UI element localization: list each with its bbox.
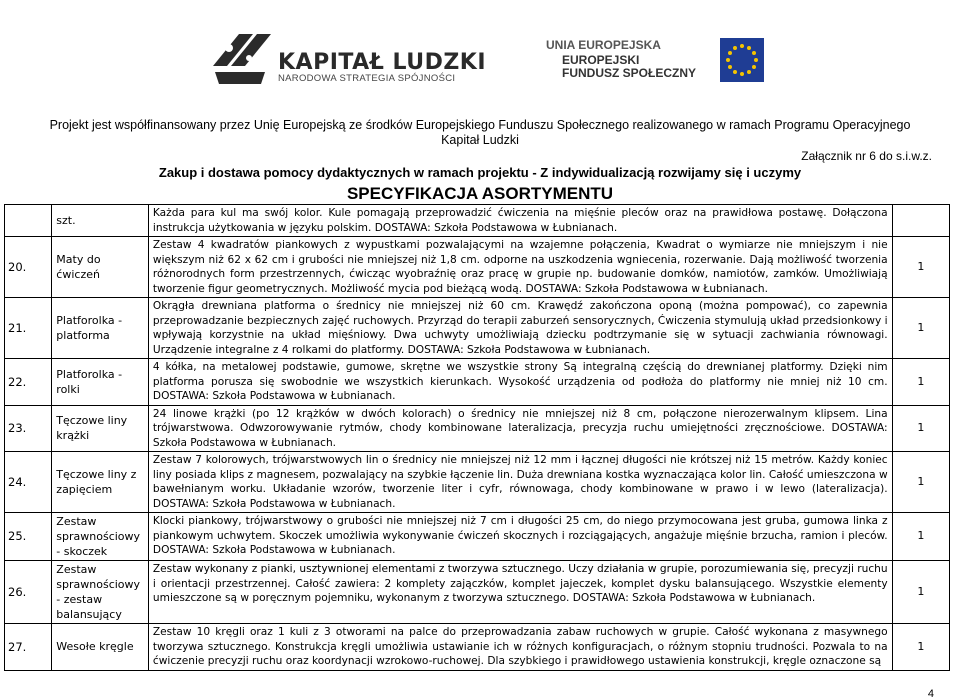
item-quantity: 1 — [892, 298, 949, 359]
item-name: Platforolka - rolki — [52, 359, 149, 406]
row-number: 26. — [5, 561, 52, 624]
item-name: Wesołe kręgle — [52, 624, 149, 671]
item-description: Okrągła drewniana platforma o średnicy nie mniejszej niż 60 cm. Krawędź zakończona oponą (można pompować), co zapewnia przeprowadzanie bezpiecznych zajęć ruchowych. Przyrząd do terapii zaburzeń sensorycznych, Ćwiczenia stymulują układ przedsionkowy i wpływają korzystnie na układ mięśniowy. Dwa uchwyty umożliwiają dziecku podtrzymanie się w sytuacji zachwiania równowagi. Urządzenie integralne z 4 rolkami do platformy. DOSTAWA: Szkoła Podstawowa w Łubnianach. — [148, 298, 892, 359]
item-name: Zestaw sprawnościowy - skoczek — [52, 513, 149, 561]
spec-title: SPECYFIKACJA ASORTYMENTU — [346, 184, 614, 203]
page-number: 4 — [927, 688, 934, 700]
item-description: Klocki piankowy, trójwarstwowy o grubości nie mniejszej niż 7 cm i długości 25 cm, do niego przymocowana jest gruba, gumowa linka z piankowym uchwytem. Skoczek umożliwia wykonywanie ćwiczeń skocznych i rozciągających, angażuje mięśnie brzucha, ramion i pleców. DOSTAWA: Szkoła Podstawowa w Łubnianach. — [148, 513, 892, 561]
specification-table — [4, 204, 950, 671]
page-header — [0, 0, 960, 110]
table-row — [5, 298, 950, 359]
row-number — [5, 205, 52, 237]
row-number: 27. — [5, 624, 52, 671]
eu-line-2: EUROPEJSKI — [562, 53, 640, 67]
item-quantity: 1 — [892, 624, 949, 671]
row-number: 23. — [5, 405, 52, 452]
item-description: 4 kółka, na metalowej podstawie, gumowe, skrętne we wszystkie strony Są integralną częścią do drewnianej platformy. Dzięki nim platforma porusza się swobodnie we wszystkich kierunkach. Wysokość urządzenia od podłoża do platformy nie mniej niż 10 cm. DOSTAWA: Szkoła Podstawowa w Łubnianach. — [148, 359, 892, 406]
item-name: Zestaw sprawnościowy - zestaw balansujący — [52, 561, 149, 624]
item-quantity: 1 — [892, 359, 949, 406]
item-description: 24 linowe krążki (po 12 krążków w dwóch kolorach) o średnicy nie mniejszej niż 8 cm, połączone nierozerwalnym klipsem. Lina trójwarstwowa. Odwzorowywanie rytmów, chody kombinowane lateralizacja, precyzja ruchu umiejętności zręcznościowe. DOSTAWA: Szkoła Podstawowa w Łubnianach. — [148, 405, 892, 452]
item-name: szt. — [52, 205, 149, 237]
row-number: 24. — [5, 452, 52, 513]
table-row — [5, 405, 950, 452]
funding-line-2: Kapitał Ludzki — [441, 133, 519, 147]
kapital-ludzki-title: KAPITAŁ LUDZKI — [278, 50, 487, 75]
row-number: 22. — [5, 359, 52, 406]
table-row — [5, 452, 950, 513]
item-description: Zestaw 10 kręgli oraz 1 kuli z 3 otworami na palce do przeprowadzania zabaw ruchowych w grupie. Całość wykonana z masywnego tworzywa sztucznego. Konstrukcja kręgli umożliwia ustawianie ich w różnych konfiguracjach, o różnym stopniu trudności. Pozwala to na ćwiczenie precyzji ruchu oraz koordynacji wzrokowo-ruchowej. Dla szybkiego i prawidłowego ustawienia konstrukcji, kręgle oznaczone są — [148, 624, 892, 671]
eu-line-1: UNIA EUROPEJSKA — [546, 38, 661, 52]
item-quantity: 1 — [892, 405, 949, 452]
table-row — [5, 561, 950, 624]
item-quantity — [892, 205, 949, 237]
eu-logo — [546, 38, 766, 96]
funding-line-1: Projekt jest współfinansowany przez Unię Europejską ze środków Europejskiego Funduszu Społecznego realizowanego w ramach Programu Operacyjnego — [49, 118, 911, 132]
row-number: 25. — [5, 513, 52, 561]
item-quantity: 1 — [892, 452, 949, 513]
item-name: Maty do ćwiczeń — [52, 237, 149, 298]
annex-label: Załącznik nr 6 do s.i.w.z. — [801, 149, 932, 163]
kapital-ludzki-logo — [205, 28, 487, 90]
eu-flag-icon — [720, 38, 764, 82]
item-name: Tęczowe liny z zapięciem — [52, 452, 149, 513]
row-number: 20. — [5, 237, 52, 298]
table-row — [5, 237, 950, 298]
item-description: Zestaw 4 kwadratów piankowych z wypustkami pozwalającymi na wzajemne połączenia, Kwadrat o wymiarze nie mniejszym i nie większym niż 62 x 62 cm i grubości nie mniejszej niż 1,8 cm. odporne na uszkodzenia wgniecenia, rozerwanie. Dają możliwość tworzenia różnorodnych form przestrzennych, ćwicząc wyobraźnię oraz pracę w grupie np. budowanie domków, namiotów, zamków. Umożliwiają tworzenie figur geometrycznych. Możliwość mycia pod bieżącą wodą. DOSTAWA: Szkoła Podstawowa w Łubnianach. — [148, 237, 892, 298]
item-quantity: 1 — [892, 237, 949, 298]
row-number: 21. — [5, 298, 52, 359]
item-description: Każda para kul ma swój kolor. Kule pomagają przeprowadzić ćwiczenia na mięśnie pleców oraz na prawidłowa postawę. Dołączona instrukcja użytkowania w języku polskim. DOSTAWA: Szkoła Podstawowa w Łubnianach. — [148, 205, 892, 237]
table-row — [5, 513, 950, 561]
item-description: Zestaw 7 kolorowych, trójwarstwowych lin o średnicy nie mniejszej niż 12 mm i łącznej długości nie krótszej niż 15 metrów. Każdy koniec liny posiada klips z magnesem, pozwalający na szybkie łączenie lin. Duża drewniana kostka wyznaczająca kolor lin. Całość umieszczona w bawełnianym worku. Układanie wzorów, tworzenie liter i cyfr, równowaga, chody kombinowane w prawo i w lewo (lateralizacja). DOSTAWA: Szkoła Podstawowa w Łubnianach. — [148, 452, 892, 513]
table-row — [5, 359, 950, 406]
item-description: Zestaw wykonany z pianki, usztywnionej elementami z tworzywa sztucznego. Uczy działania w grupie, porozumiewania się, precyzji ruchu i orientacji przestrzennej. Całość zawiera: 2 komplety zajączków, komplet jajeczek, komplet dysku balansującego. Wszystkie elementy umieszczone są w poręcznym pojemniku, wykonanym z tworzywa sztucznego. DOSTAWA: Szkoła Podstawowa w Łubnianach. — [148, 561, 892, 624]
table-row — [5, 205, 950, 237]
kapital-ludzki-emblem-icon — [205, 28, 275, 90]
item-quantity: 1 — [892, 513, 949, 561]
table-row — [5, 624, 950, 671]
project-title: Zakup i dostawa pomocy dydaktycznych w ramach projektu - Z indywidualizacją rozwijamy się i uczymy — [158, 165, 802, 180]
item-quantity: 1 — [892, 561, 949, 624]
eu-line-3: FUNDUSZ SPOŁECZNY — [562, 66, 697, 80]
item-name: Platforolka - platforma — [52, 298, 149, 359]
item-name: Tęczowe liny krążki — [52, 405, 149, 452]
kapital-ludzki-subtitle: NARODOWA STRATEGIA SPÓJNOŚCI — [278, 73, 456, 84]
